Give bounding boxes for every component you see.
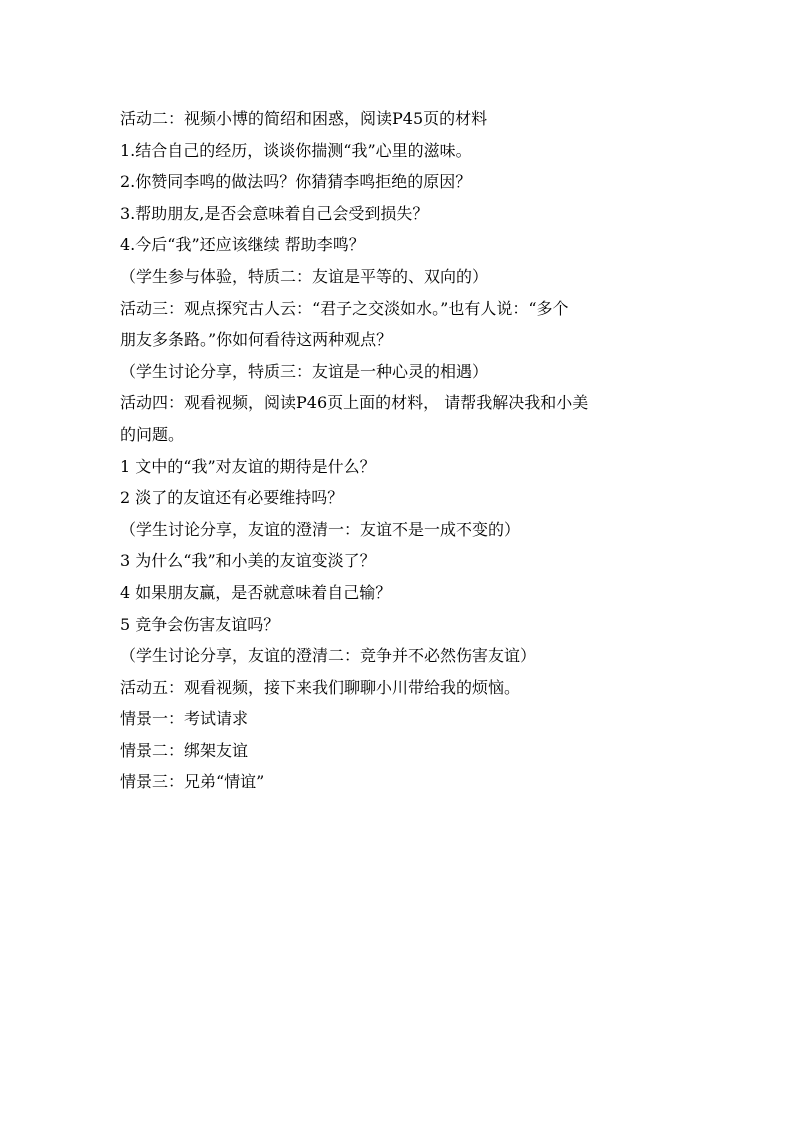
scenario-2: 情景二：绑架友谊 bbox=[120, 740, 249, 760]
item-2: 2 淡了的友谊还有必要维持吗？ bbox=[120, 488, 344, 508]
note-clarification-two: （学生讨论分享，友谊的澄清二：竞争并不必然伤害友谊） bbox=[120, 646, 537, 666]
item-4: 4 如果朋友赢，是否就意味着自己输？ bbox=[120, 582, 392, 602]
document-body bbox=[120, 103, 680, 798]
item-3: 3 为什么“我”和小美的友谊变淡了？ bbox=[120, 551, 376, 571]
activity-three-heading-line-1: 活动三：观点探究古人云：“君子之交淡如水。”也有人说：“多个 bbox=[120, 298, 569, 318]
activity-three-heading-line-2: 朋友多条路。”你如何看待这两种观点？ bbox=[120, 330, 393, 350]
item-5: 5 竞争会伤害友谊吗？ bbox=[120, 614, 280, 634]
item-1: 1 文中的“我”对友谊的期待是什么？ bbox=[120, 456, 376, 476]
note-trait-two: （学生参与体验，特质二：友谊是平等的、双向的） bbox=[120, 266, 489, 286]
question-1: 1.结合自己的经历，谈谈你揣测“我”心里的滋味。 bbox=[120, 140, 472, 160]
question-3: 3.帮助朋友,是否会意味着自己会受到损失？ bbox=[120, 203, 429, 223]
question-2: 2.你赞同李鸣的做法吗？你猜猜李鸣拒绝的原因？ bbox=[120, 172, 472, 192]
activity-two-heading: 活动二：视频小博的简绍和困惑，阅读P45页的材料 bbox=[120, 109, 488, 128]
activity-four-heading-line-2: 的问题。 bbox=[120, 424, 185, 444]
question-4: 4.今后“我”还应该继续 帮助李鸣？ bbox=[120, 235, 365, 255]
activity-four-heading-line-1: 活动四：观看视频，阅读P46页上面的材料， 请帮我解决我和小美 bbox=[120, 393, 589, 413]
note-clarification-one: （学生讨论分享，友谊的澄清一：友谊不是一成不变的） bbox=[120, 519, 521, 539]
scenario-3: 情景三：兄弟“情谊” bbox=[120, 772, 265, 792]
activity-five-heading: 活动五：观看视频，接下来我们聊聊小川带给我的烦恼。 bbox=[120, 677, 521, 697]
note-trait-three: （学生讨论分享，特质三：友谊是一种心灵的相遇） bbox=[120, 361, 489, 381]
scenario-1: 情景一：考试请求 bbox=[120, 709, 249, 729]
